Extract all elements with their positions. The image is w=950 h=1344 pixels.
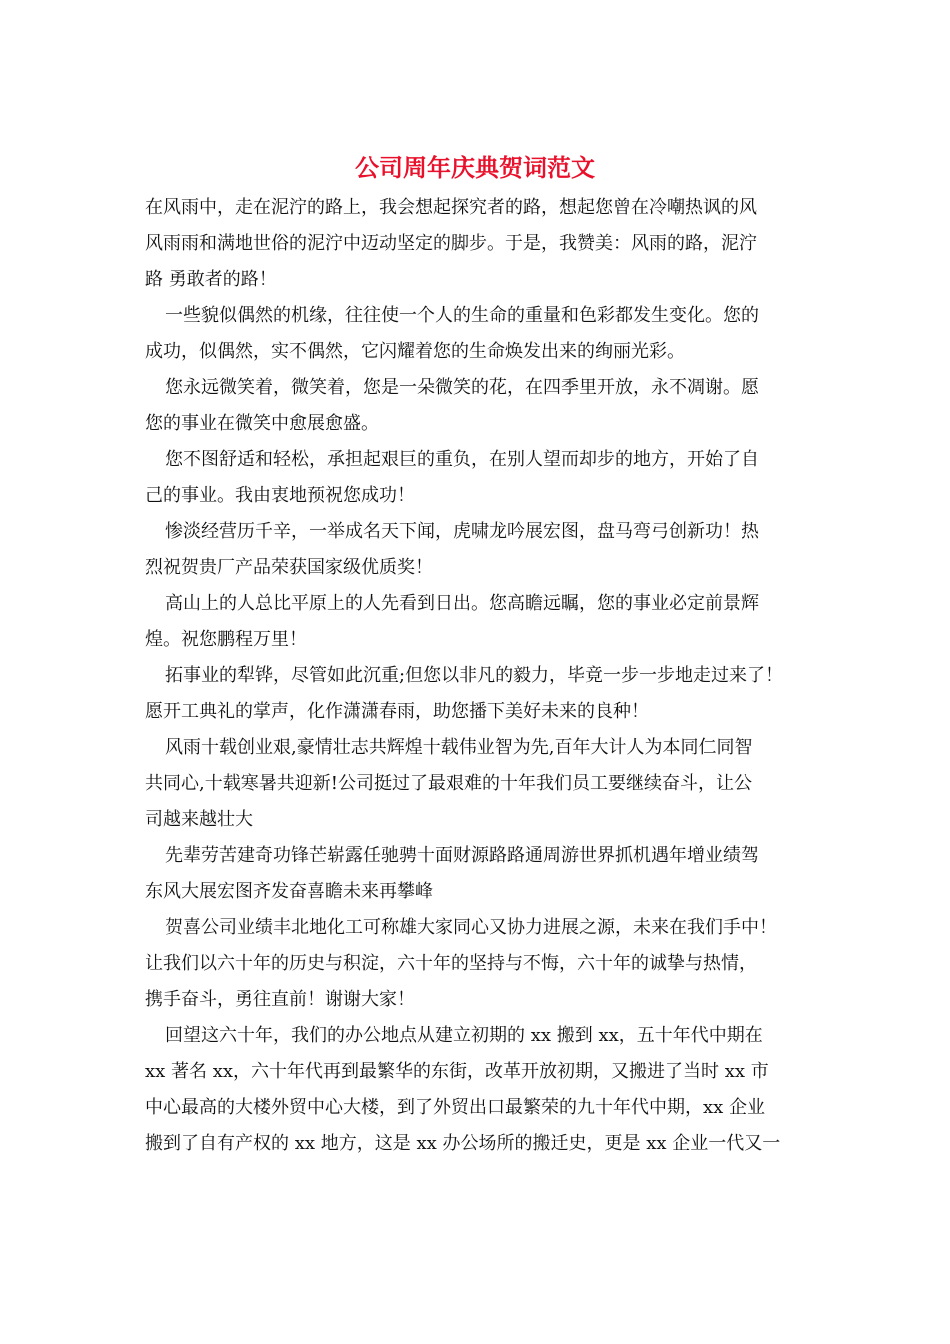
- paragraph-line: 己的事业。我由衷地预祝您成功！: [145, 485, 415, 506]
- paragraph: [145, 658, 817, 730]
- paragraph-line: 煌。祝您鹏程万里！: [145, 629, 307, 650]
- paragraph: [145, 910, 817, 1018]
- paragraph-line: 东风大展宏图齐发奋喜瞻未来再攀峰: [145, 881, 433, 902]
- paragraph: [145, 730, 817, 838]
- paragraph-line: 在风雨中，走在泥泞的路上，我会想起探究者的路，想起您曾在冷嘲热讽的风: [145, 197, 757, 218]
- paragraph-line: 您永远微笑着，微笑着，您是一朵微笑的花，在四季里开放，永不凋谢。愿: [165, 377, 759, 398]
- paragraph-line: 拓事业的犁铧，尽管如此沉重;但您以非凡的毅力，毕竟一步一步地走过来了！: [165, 665, 784, 686]
- paragraph-line: xx 著名 xx，六十年代再到最繁华的东街，改革开放初期，又搬进了当时 xx 市: [145, 1061, 769, 1082]
- paragraph: [145, 190, 817, 298]
- paragraph-line: 携手奋斗，勇往直前！谢谢大家！: [145, 989, 415, 1010]
- paragraph: [145, 298, 817, 370]
- paragraph-line: 您的事业在微笑中愈展愈盛。: [145, 413, 379, 434]
- paragraph-line: 成功，似偶然，实不偶然，它闪耀着您的生命焕发出来的绚丽光彩。: [145, 341, 685, 362]
- paragraph: [145, 442, 817, 514]
- paragraph-line: 回望这六十年，我们的办公地点从建立初期的 xx 搬到 xx，五十年代中期在: [165, 1025, 763, 1046]
- paragraph-line: 风雨雨和满地世俗的泥泞中迈动坚定的脚步。于是，我赞美：风雨的路，泥泞: [145, 233, 757, 254]
- paragraph-line: 搬到了自有产权的 xx 地方，这是 xx 办公场所的搬迁史，更是 xx 企业一代又一: [145, 1133, 781, 1154]
- paragraph: [145, 370, 817, 442]
- paragraph-line: 您不图舒适和轻松，承担起艰巨的重负，在别人望而却步的地方，开始了自: [165, 449, 759, 470]
- paragraph-line: 让我们以六十年的历史与积淀，六十年的坚持与不悔，六十年的诚挚与热情，: [145, 953, 757, 974]
- paragraph-line: 惨淡经营历千辛，一举成名天下闻，虎啸龙吟展宏图，盘马弯弓创新功！热: [165, 521, 759, 542]
- paragraph-line: 风雨十载创业艰,豪情壮志共辉煌十载伟业智为先,百年大计人为本同仁同智: [165, 737, 753, 758]
- paragraph-line: 中心最高的大楼外贸中心大楼，到了外贸出口最繁荣的九十年代中期，xx 企业: [145, 1097, 766, 1118]
- paragraph-line: 路 勇敢者的路！: [145, 269, 277, 290]
- document-body: [145, 190, 817, 1162]
- paragraph-line: 烈祝贺贵厂产品荣获国家级优质奖！: [145, 557, 433, 578]
- paragraph: [145, 1018, 817, 1162]
- paragraph-line: 贺喜公司业绩丰北地化工可称雄大家同心又协力进展之源，未来在我们手中！: [165, 917, 777, 938]
- paragraph-line: 高山上的人总比平原上的人先看到日出。您高瞻远瞩，您的事业必定前景辉: [165, 593, 759, 614]
- paragraph-line: 一些貌似偶然的机缘，往往使一个人的生命的重量和色彩都发生变化。您的: [165, 305, 759, 326]
- paragraph: [145, 838, 817, 910]
- paragraph-line: 愿开工典礼的掌声，化作潇潇春雨，助您播下美好未来的良种！: [145, 701, 649, 722]
- paragraph-line: 共同心,十载寒暑共迎新!公司挺过了最艰难的十年我们员工要继续奋斗，让公: [145, 773, 752, 794]
- paragraph: [145, 514, 817, 586]
- paragraph: [145, 586, 817, 658]
- document-title: 公司周年庆典贺词范文: [355, 153, 595, 182]
- paragraph-line: 司越来越壮大: [145, 809, 253, 830]
- paragraph-line: 先辈劳苦建奇功锋芒崭露任驰骋十面财源路路通周游世界抓机遇年增业绩驾: [165, 845, 759, 866]
